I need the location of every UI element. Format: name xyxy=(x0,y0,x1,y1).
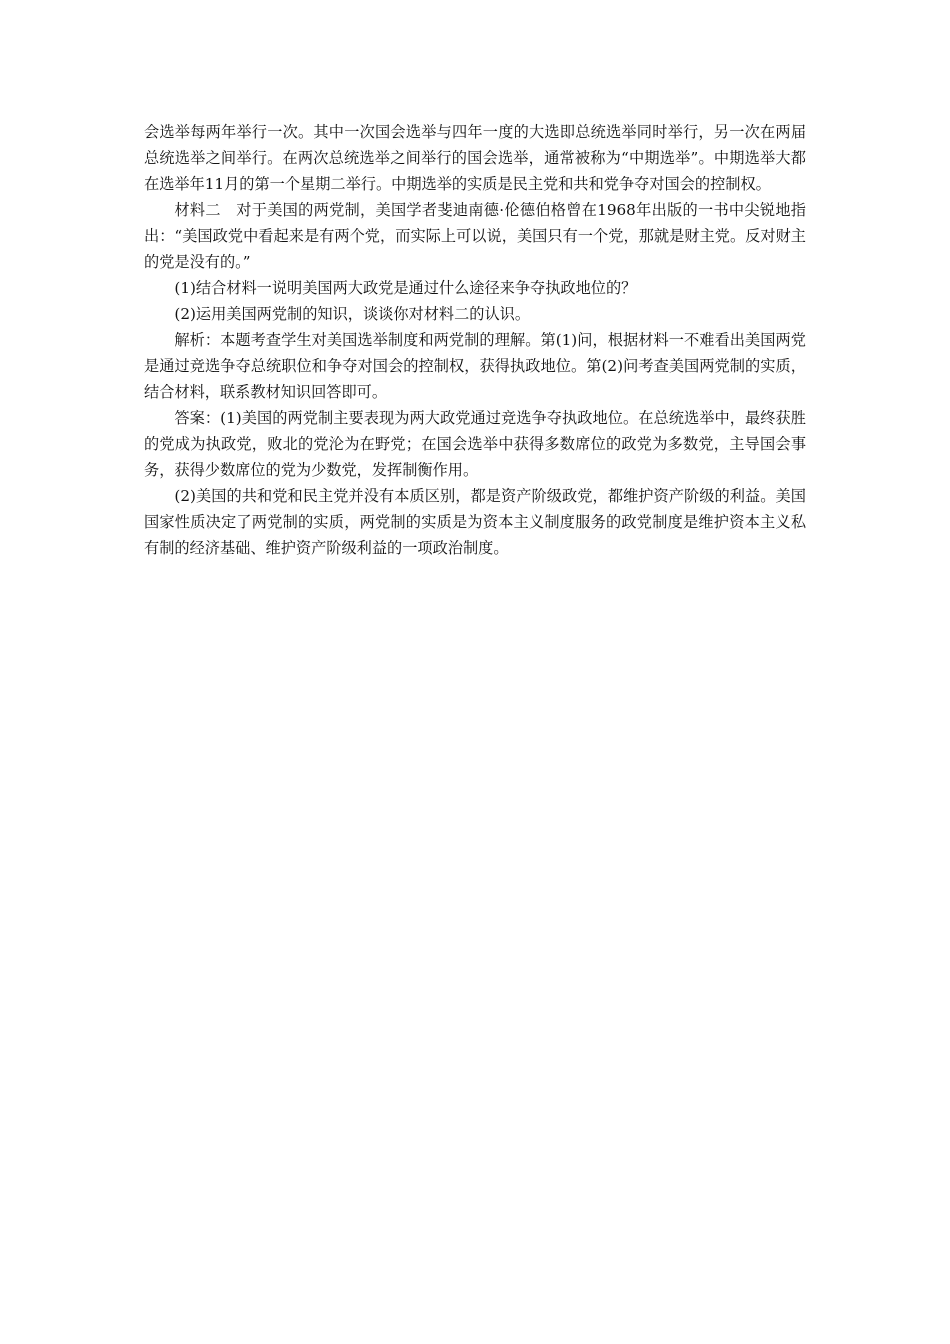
document-body xyxy=(144,119,806,561)
analysis-paragraph: 解析：本题考查学生对美国选举制度和两党制的理解。第(1)问，根据材料一不难看出美国两党是通过竞选争夺总统职位和争夺对国会的控制权，获得执政地位。第(2)问考查美国两党制的实质，结合材料，联系教材知识回答即可。 xyxy=(144,331,806,401)
question-one: (1)结合材料一说明美国两大政党是通过什么途径来争夺执政地位的？ xyxy=(174,279,637,297)
question-two: (2)运用美国两党制的知识，谈谈你对材料二的认识。 xyxy=(174,305,531,323)
paragraph-midterm-election: 会选举每两年举行一次。其中一次国会选举与四年一度的大选即总统选举同时举行，另一次在两届总统选举之间举行。在两次总统选举之间举行的国会选举，通常被称为“中期选举”。中期选举大都在选举年11月的第一个星期二举行。中期选举的实质是民主党和共和党争夺对国会的控制权。 xyxy=(144,123,806,193)
paragraph-material-two: 材料二 对于美国的两党制，美国学者斐迪南德·伦德伯格曾在1968年出版的一书中尖锐地指出：“美国政党中看起来是有两个党，而实际上可以说，美国只有一个党，那就是财主党。反对财主的党是没有的。” xyxy=(144,201,806,271)
answer-two-paragraph: (2)美国的共和党和民主党并没有本质区别，都是资产阶级政党，都维护资产阶级的利益。美国国家性质决定了两党制的实质，两党制的实质是为资本主义制度服务的政党制度是维护资本主义私有制的经济基础、维护资产阶级利益的一项政治制度。 xyxy=(144,487,806,557)
answer-one-paragraph: 答案：(1)美国的两党制主要表现为两大政党通过竞选争夺执政地位。在总统选举中，最终获胜的党成为执政党，败北的党沦为在野党；在国会选举中获得多数席位的政党为多数党，主导国会事务，获得少数席位的党为少数党，发挥制衡作用。 xyxy=(144,409,806,479)
